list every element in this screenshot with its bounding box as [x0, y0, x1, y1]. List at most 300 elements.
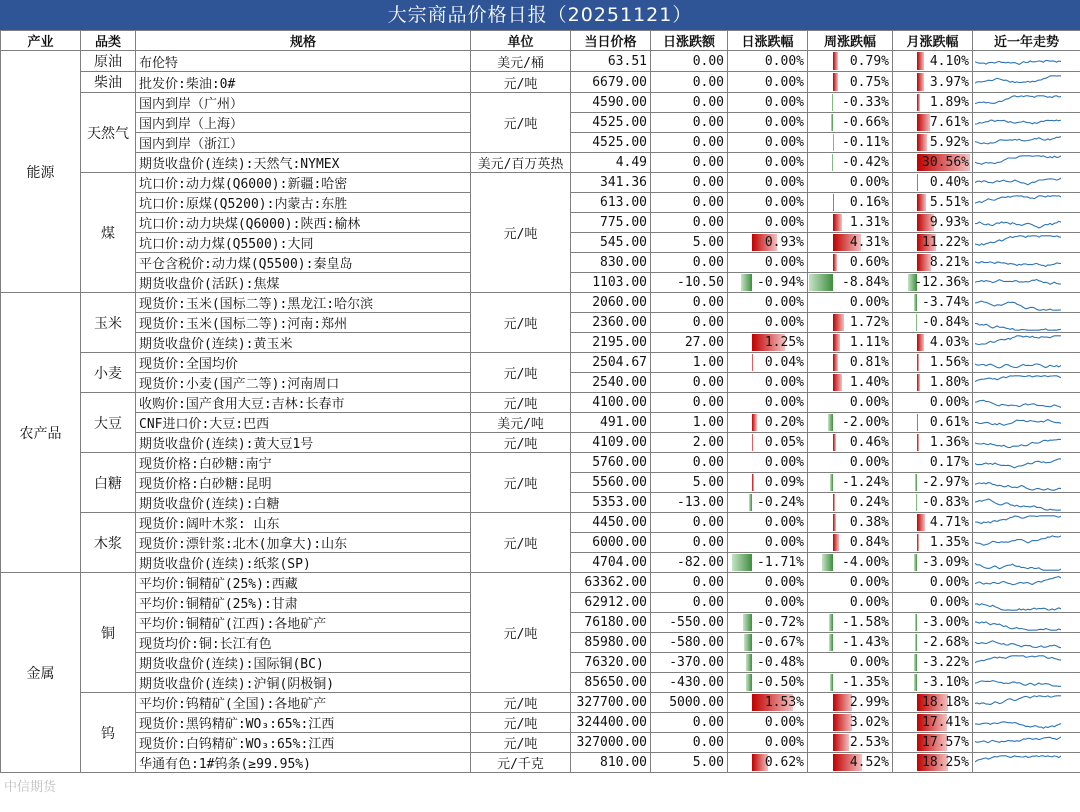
daily-change-cell: 0.00	[651, 593, 728, 613]
weekly-pct-cell-bar	[832, 94, 833, 111]
spec-cell: 批发价:柴油:0#	[136, 72, 471, 93]
trend-sparkline-cell	[973, 173, 1080, 193]
unit-cell: 元/吨	[471, 433, 571, 453]
trend-line	[975, 137, 1061, 144]
monthly-pct-cell	[893, 173, 973, 193]
daily-pct-cell-value: 0.00%	[764, 215, 804, 230]
monthly-pct-cell-value: 4.71%	[929, 515, 969, 530]
weekly-pct-cell	[808, 273, 893, 293]
monthly-pct-cell-value: -3.09%	[922, 555, 969, 570]
weekly-pct-cell	[808, 393, 893, 413]
daily-pct-cell	[728, 393, 808, 413]
weekly-pct-cell-value: -1.24%	[842, 475, 889, 490]
spec-cell: 国内到岸（广州）	[136, 93, 471, 113]
trend-sparkline	[975, 234, 1061, 251]
weekly-pct-cell-value: 0.75%	[849, 74, 889, 90]
daily-change-cell: -13.00	[651, 493, 728, 513]
daily-pct-cell-value: 0.00%	[764, 515, 804, 530]
trend-line	[975, 376, 1061, 382]
monthly-pct-cell	[893, 133, 973, 153]
trend-sparkline	[975, 454, 1061, 471]
daily-pct-cell	[728, 713, 808, 733]
monthly-pct-cell-bar	[917, 434, 919, 451]
weekly-pct-cell-bar	[833, 434, 836, 451]
table-row	[1, 93, 1080, 113]
daily-change-cell: 0.00	[651, 173, 728, 193]
weekly-pct-cell	[808, 493, 893, 513]
table-body	[1, 51, 1080, 773]
daily-pct-cell	[728, 193, 808, 213]
daily-pct-cell	[728, 553, 808, 573]
trend-line	[975, 459, 1061, 468]
weekly-pct-cell-bar	[833, 73, 838, 91]
trend-line	[975, 696, 1061, 705]
weekly-pct-cell-value: -0.42%	[842, 155, 889, 170]
monthly-pct-cell	[893, 51, 973, 72]
daily-pct-cell	[728, 533, 808, 553]
trend-sparkline-cell	[973, 713, 1080, 733]
weekly-pct-cell	[808, 453, 893, 473]
weekly-pct-cell	[808, 593, 893, 613]
trend-sparkline	[975, 734, 1061, 751]
category-cell: 钨	[81, 693, 136, 773]
price-cell: 6679.00	[571, 72, 651, 93]
daily-pct-cell-value: 0.00%	[764, 195, 804, 210]
table-row	[1, 293, 1080, 313]
weekly-pct-cell	[808, 173, 893, 193]
daily-pct-cell-value: -0.48%	[757, 655, 804, 670]
daily-change-cell: 0.00	[651, 72, 728, 93]
watermark: 中信期货	[4, 780, 57, 795]
spec-cell: 现货价:玉米(国标二等):黑龙江:哈尔滨	[136, 293, 471, 313]
price-cell: 327000.00	[571, 733, 651, 753]
daily-pct-cell	[728, 93, 808, 113]
trend-sparkline	[975, 294, 1061, 311]
daily-pct-cell	[728, 333, 808, 353]
trend-sparkline	[975, 394, 1061, 411]
monthly-pct-cell-value: 4.10%	[929, 53, 969, 69]
weekly-pct-cell-value: -0.11%	[842, 135, 889, 150]
daily-pct-cell-value: 0.00%	[764, 295, 804, 310]
monthly-pct-cell-value: 0.00%	[929, 395, 969, 410]
weekly-pct-cell-bar	[833, 514, 835, 531]
monthly-pct-cell	[893, 573, 973, 593]
daily-pct-cell	[728, 51, 808, 72]
monthly-pct-cell	[893, 653, 973, 673]
weekly-pct-cell-value: 0.00%	[849, 395, 889, 410]
weekly-pct-cell	[808, 433, 893, 453]
monthly-pct-cell-value: -2.68%	[922, 635, 969, 650]
industry-cell: 金属	[1, 573, 81, 773]
weekly-pct-cell-value: 2.53%	[849, 735, 889, 750]
monthly-pct-cell-bar	[915, 614, 917, 631]
weekly-pct-cell-bar	[829, 634, 833, 651]
trend-line	[975, 262, 1061, 267]
category-cell: 柴油	[81, 72, 136, 93]
header-spec: 规格	[136, 31, 471, 51]
weekly-pct-cell	[808, 553, 893, 573]
monthly-pct-cell	[893, 193, 973, 213]
header-trend: 近一年走势	[973, 31, 1080, 51]
daily-pct-cell	[728, 153, 808, 173]
table-row	[1, 693, 1080, 713]
spec-cell: 平仓含税价:动力煤(Q5500):秦皇岛	[136, 253, 471, 273]
daily-pct-cell-value: -0.50%	[757, 675, 804, 690]
trend-sparkline	[975, 674, 1061, 691]
monthly-pct-cell	[893, 513, 973, 533]
trend-line	[975, 236, 1061, 246]
weekly-pct-cell-bar	[830, 474, 833, 491]
price-table	[0, 30, 1080, 773]
monthly-pct-cell-value: 4.03%	[929, 335, 969, 350]
table-row	[1, 393, 1080, 413]
trend-line	[975, 420, 1061, 426]
monthly-pct-cell	[893, 153, 973, 173]
trend-line	[975, 563, 1061, 570]
spec-cell: 现货价:小麦(国产二等):河南周口	[136, 373, 471, 393]
daily-pct-cell	[728, 493, 808, 513]
trend-sparkline	[975, 574, 1061, 591]
weekly-pct-cell-value: 0.16%	[849, 195, 889, 210]
monthly-pct-cell-value: 1.56%	[929, 355, 969, 370]
daily-pct-cell-bar	[741, 274, 752, 291]
trend-sparkline-cell	[973, 313, 1080, 333]
weekly-pct-cell-value: -1.43%	[842, 635, 889, 650]
daily-change-cell: 0.00	[651, 393, 728, 413]
spec-cell: 现货价格:白砂糖:昆明	[136, 473, 471, 493]
daily-change-cell: 0.00	[651, 253, 728, 273]
price-cell: 2540.00	[571, 373, 651, 393]
weekly-pct-cell-value: -1.58%	[842, 615, 889, 630]
daily-pct-cell-value: 0.00%	[764, 455, 804, 470]
daily-pct-cell	[728, 613, 808, 633]
unit-cell: 元/吨	[471, 453, 571, 513]
header-weekly-pct: 周涨跌幅	[808, 31, 893, 51]
trend-sparkline-cell	[973, 613, 1080, 633]
trend-line	[975, 656, 1061, 663]
daily-pct-cell-value: 0.62%	[764, 755, 804, 770]
monthly-pct-cell	[893, 293, 973, 313]
weekly-pct-cell-bar	[833, 194, 834, 211]
daily-pct-cell	[728, 413, 808, 433]
table-row	[1, 753, 1080, 773]
daily-change-cell: 0.00	[651, 713, 728, 733]
trend-sparkline-cell	[973, 193, 1080, 213]
trend-line	[975, 756, 1061, 762]
spec-cell: 平均价:钨精矿(全国):各地矿产	[136, 693, 471, 713]
weekly-pct-cell-bar	[830, 674, 834, 691]
monthly-pct-cell-bar	[914, 674, 916, 691]
trend-sparkline	[975, 74, 1061, 91]
trend-sparkline-cell	[973, 233, 1080, 253]
daily-change-cell: -370.00	[651, 653, 728, 673]
spec-cell: 期货收盘价(连续):白糖	[136, 493, 471, 513]
daily-change-cell: -550.00	[651, 613, 728, 633]
monthly-pct-cell-bar	[917, 52, 924, 70]
monthly-pct-cell-value: 1.80%	[929, 375, 969, 390]
monthly-pct-cell	[893, 433, 973, 453]
daily-pct-cell-value: -0.24%	[757, 495, 804, 510]
daily-pct-cell-bar	[732, 554, 752, 571]
trend-sparkline-cell	[973, 333, 1080, 353]
weekly-pct-cell-bar	[822, 554, 833, 571]
daily-pct-cell	[728, 633, 808, 653]
trend-sparkline-cell	[973, 373, 1080, 393]
price-cell: 775.00	[571, 213, 651, 233]
monthly-pct-cell-value: 1.36%	[929, 435, 969, 450]
monthly-pct-cell-bar	[917, 134, 927, 151]
monthly-pct-cell	[893, 233, 973, 253]
price-cell: 5353.00	[571, 493, 651, 513]
trend-sparkline	[975, 254, 1061, 271]
weekly-pct-cell-bar	[828, 414, 833, 431]
daily-pct-cell-value: 0.00%	[764, 175, 804, 190]
trend-sparkline	[975, 174, 1061, 191]
weekly-pct-cell-value: -0.66%	[842, 115, 889, 130]
daily-pct-cell	[728, 733, 808, 753]
weekly-pct-cell	[808, 533, 893, 553]
monthly-pct-cell	[893, 593, 973, 613]
trend-sparkline	[975, 634, 1061, 651]
trend-sparkline-cell	[973, 133, 1080, 153]
category-cell: 小麦	[81, 353, 136, 393]
daily-change-cell: 0.00	[651, 533, 728, 553]
daily-pct-cell-bar	[752, 434, 753, 451]
daily-change-cell: 5000.00	[651, 693, 728, 713]
weekly-pct-cell	[808, 293, 893, 313]
daily-pct-cell-value: 1.25%	[764, 335, 804, 350]
trend-line	[975, 60, 1061, 64]
header-daily-pct: 日涨跌幅	[728, 31, 808, 51]
header-price: 当日价格	[571, 31, 651, 51]
daily-pct-cell	[728, 653, 808, 673]
price-cell: 327700.00	[571, 693, 651, 713]
monthly-pct-cell	[893, 693, 973, 713]
monthly-pct-cell	[893, 453, 973, 473]
daily-pct-cell-bar	[746, 654, 751, 671]
monthly-pct-cell	[893, 673, 973, 693]
weekly-pct-cell-value: -2.00%	[842, 415, 889, 430]
daily-change-cell: 0.00	[651, 153, 728, 173]
monthly-pct-cell	[893, 393, 973, 413]
trend-sparkline	[975, 334, 1061, 351]
weekly-pct-cell	[808, 733, 893, 753]
daily-change-cell: -580.00	[651, 633, 728, 653]
header-industry: 产业	[1, 31, 81, 51]
trend-sparkline	[975, 494, 1061, 511]
monthly-pct-cell-value: -3.10%	[922, 675, 969, 690]
unit-cell: 元/吨	[471, 72, 571, 93]
monthly-pct-cell	[893, 413, 973, 433]
daily-change-cell: 0.00	[651, 93, 728, 113]
trend-sparkline	[975, 114, 1061, 131]
trend-sparkline	[975, 714, 1061, 731]
trend-line	[975, 604, 1061, 611]
weekly-pct-cell-value: -4.00%	[842, 555, 889, 570]
spec-cell: CNF进口价:大豆:巴西	[136, 413, 471, 433]
weekly-pct-cell-bar	[833, 214, 841, 231]
trend-sparkline	[975, 134, 1061, 151]
monthly-pct-cell-value: 1.35%	[929, 535, 969, 550]
weekly-pct-cell-value: -0.33%	[842, 95, 889, 110]
monthly-pct-cell	[893, 273, 973, 293]
header-unit: 单位	[471, 31, 571, 51]
weekly-pct-cell	[808, 693, 893, 713]
trend-sparkline	[975, 214, 1061, 231]
trend-sparkline-cell	[973, 153, 1080, 173]
weekly-pct-cell-bar	[833, 52, 838, 70]
daily-pct-cell-value: 0.04%	[764, 355, 804, 370]
header-category: 品类	[81, 31, 136, 51]
monthly-pct-cell-bar	[916, 314, 917, 331]
spec-cell: 国内到岸（上海）	[136, 113, 471, 133]
monthly-pct-cell	[893, 72, 973, 93]
monthly-pct-cell-bar	[917, 354, 920, 371]
weekly-pct-cell-value: 0.00%	[849, 175, 889, 190]
monthly-pct-cell	[893, 253, 973, 273]
trend-line	[975, 622, 1061, 630]
table-row	[1, 51, 1080, 72]
daily-pct-cell-value: 0.00%	[764, 155, 804, 170]
daily-change-cell: 0.00	[651, 113, 728, 133]
spec-cell: 期货收盘价(连续):黄大豆1号	[136, 433, 471, 453]
daily-pct-cell-value: 0.00%	[764, 53, 804, 69]
price-cell: 491.00	[571, 413, 651, 433]
price-cell: 2504.67	[571, 353, 651, 373]
table-row	[1, 413, 1080, 433]
daily-pct-cell-bar	[752, 414, 757, 431]
daily-pct-cell-bar	[743, 614, 751, 631]
daily-pct-cell-value: -0.72%	[757, 615, 804, 630]
weekly-pct-cell-value: 0.00%	[849, 295, 889, 310]
price-cell: 2360.00	[571, 313, 651, 333]
category-cell: 煤	[81, 173, 136, 293]
category-cell: 原油	[81, 51, 136, 72]
trend-line	[975, 737, 1061, 743]
weekly-pct-cell-bar	[833, 494, 835, 511]
monthly-pct-cell	[893, 213, 973, 233]
trend-sparkline	[975, 434, 1061, 451]
weekly-pct-cell	[808, 253, 893, 273]
monthly-pct-cell-bar	[914, 294, 917, 311]
trend-line	[975, 120, 1061, 124]
monthly-pct-cell	[893, 713, 973, 733]
price-cell: 76320.00	[571, 653, 651, 673]
trend-sparkline-cell	[973, 533, 1080, 553]
daily-pct-cell-bar	[749, 494, 752, 511]
daily-pct-cell	[728, 753, 808, 773]
table-row	[1, 433, 1080, 453]
weekly-pct-cell	[808, 753, 893, 773]
price-cell: 324400.00	[571, 713, 651, 733]
trend-line	[975, 301, 1061, 310]
weekly-pct-cell-bar	[833, 374, 842, 391]
weekly-pct-cell-value: 0.00%	[849, 455, 889, 470]
weekly-pct-cell-value: 0.84%	[849, 535, 889, 550]
price-cell: 2060.00	[571, 293, 651, 313]
monthly-pct-cell-value: 9.93%	[929, 215, 969, 230]
weekly-pct-cell-value: 0.24%	[849, 495, 889, 510]
trend-line	[975, 280, 1061, 285]
trend-sparkline-cell	[973, 553, 1080, 573]
category-cell: 白糖	[81, 453, 136, 513]
monthly-pct-cell-bar	[917, 73, 924, 91]
monthly-pct-cell-bar	[917, 514, 925, 531]
price-cell: 4.49	[571, 153, 651, 173]
monthly-pct-cell-value: 17.57%	[922, 735, 969, 750]
trend-sparkline	[975, 754, 1061, 771]
spec-cell: 布伦特	[136, 51, 471, 72]
trend-line	[975, 75, 1061, 82]
category-cell: 大豆	[81, 393, 136, 453]
weekly-pct-cell-value: 0.38%	[849, 515, 889, 530]
daily-pct-cell-bar	[744, 634, 752, 651]
price-cell: 1103.00	[571, 273, 651, 293]
monthly-pct-cell-value: 17.41%	[922, 715, 969, 730]
daily-change-cell: 0.00	[651, 293, 728, 313]
weekly-pct-cell-bar	[833, 734, 849, 751]
price-cell: 4450.00	[571, 513, 651, 533]
trend-sparkline	[975, 194, 1061, 211]
monthly-pct-cell	[893, 553, 973, 573]
weekly-pct-cell	[808, 373, 893, 393]
monthly-pct-cell	[893, 373, 973, 393]
daily-pct-cell-value: 0.00%	[764, 135, 804, 150]
trend-sparkline-cell	[973, 633, 1080, 653]
monthly-pct-cell-value: -0.83%	[922, 495, 969, 510]
unit-cell: 美元/吨	[471, 413, 571, 433]
trend-line	[975, 499, 1061, 510]
trend-line	[975, 400, 1061, 407]
weekly-pct-cell-value: 1.72%	[849, 315, 889, 330]
trend-sparkline-cell	[973, 72, 1080, 93]
trend-sparkline-cell	[973, 393, 1080, 413]
daily-pct-cell	[728, 433, 808, 453]
monthly-pct-cell-bar	[915, 474, 917, 491]
trend-sparkline	[975, 514, 1061, 531]
daily-pct-cell-value: 0.00%	[764, 315, 804, 330]
monthly-pct-cell-value: 8.21%	[929, 255, 969, 270]
price-cell: 4525.00	[571, 133, 651, 153]
daily-change-cell: 0.00	[651, 313, 728, 333]
price-cell: 85650.00	[571, 673, 651, 693]
daily-pct-cell-value: -1.71%	[757, 555, 804, 570]
daily-pct-cell	[728, 213, 808, 233]
weekly-pct-cell-value: 0.00%	[849, 575, 889, 590]
daily-pct-cell-value: 0.00%	[764, 375, 804, 390]
trend-sparkline	[975, 414, 1061, 431]
report-title: 大宗商品价格日报（20251121）	[0, 0, 1080, 30]
monthly-pct-cell-bar	[915, 634, 917, 651]
trend-sparkline-cell	[973, 753, 1080, 773]
weekly-pct-cell	[808, 713, 893, 733]
monthly-pct-cell-bar	[917, 174, 918, 191]
unit-cell: 元/吨	[471, 693, 571, 713]
spec-cell: 平均价:铜精矿(25%):甘肃	[136, 593, 471, 613]
category-cell: 玉米	[81, 293, 136, 353]
weekly-pct-cell	[808, 673, 893, 693]
weekly-pct-cell-value: 4.31%	[849, 235, 889, 250]
spec-cell: 现货均价:铜:长江有色	[136, 633, 471, 653]
daily-pct-cell	[728, 453, 808, 473]
spec-cell: 华通有色:1#钨条(≥99.95%)	[136, 753, 471, 773]
monthly-pct-cell-value: 18.18%	[922, 695, 969, 710]
table-header	[1, 31, 1080, 51]
daily-pct-cell-value: 0.20%	[764, 415, 804, 430]
trend-line	[975, 536, 1061, 546]
daily-change-cell: 1.00	[651, 353, 728, 373]
daily-change-cell: 0.00	[651, 373, 728, 393]
